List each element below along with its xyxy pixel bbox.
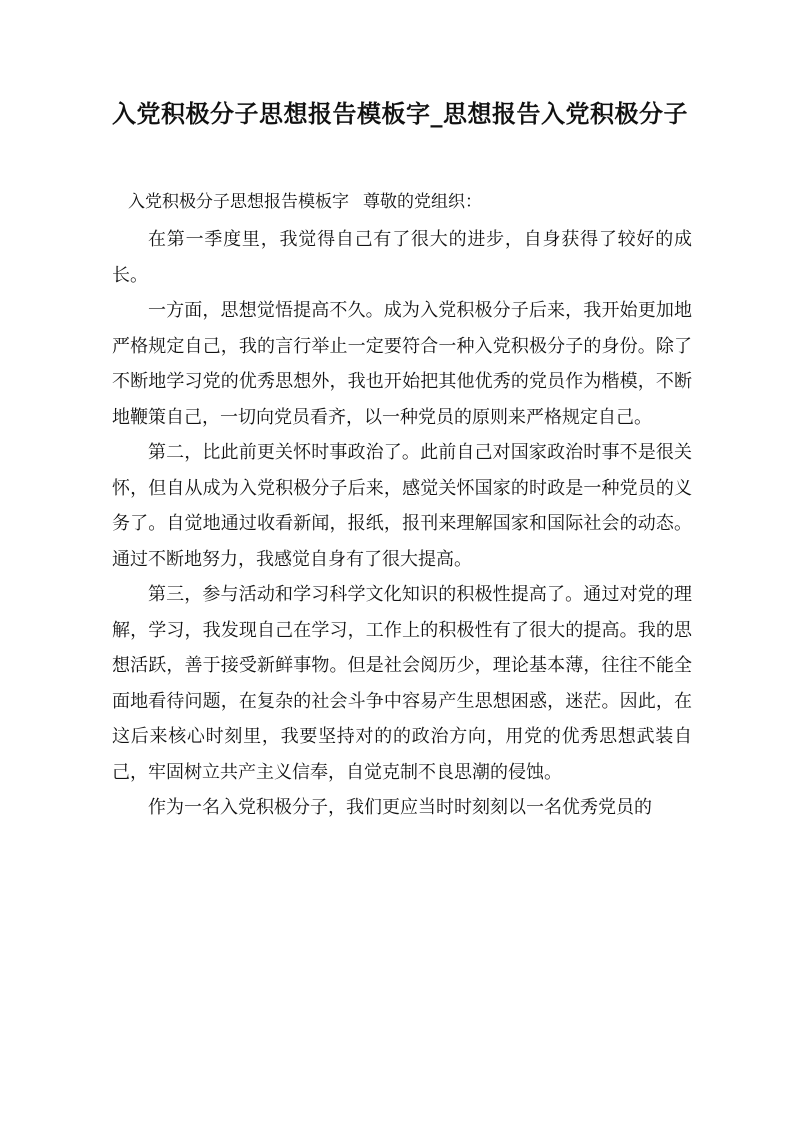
intro-heading: 入党积极分子思想报告模板字 xyxy=(128,192,349,212)
document-body xyxy=(112,222,692,826)
document-title: 入党积极分子思想报告模板字_思想报告入党积极分子 xyxy=(112,99,688,128)
paragraph-1: 在第一季度里，我觉得自己有了很大的进步，自身获得了较好的成长。 xyxy=(112,229,692,286)
intro-line xyxy=(128,190,482,214)
salutation: 尊敬的党组织： xyxy=(363,192,482,212)
paragraph-5: 作为一名入党积极分子，我们更应当时时刻刻以一名优秀党员的 xyxy=(148,797,652,818)
paragraph-3: 第二，比此前更关怀时事政治了。此前自己对国家政治时事不是很关怀，但自从成为入党积极分子后来，感觉关怀国家的时政是一种党员的义务了。自觉地通过收看新闻，报纸，报刊来理解国家和国际社会的动态。通过不断地努力，我感觉自身有了很大提高。 xyxy=(112,442,692,570)
paragraph-4: 第三，参与活动和学习科学文化知识的积极性提高了。通过对党的理解，学习，我发现自己在学习，工作上的积极性有了很大的提高。我的思想活跃，善于接受新鲜事物。但是社会阅历少，理论基本薄，往往不能全面地看待问题，在复杂的社会斗争中容易产生思想困惑，迷茫。因此，在这后来核心时刻里，我要坚持对的的政治方向，用党的优秀思想武装自己，牢固树立共产主义信奉，自觉克制不良思潮的侵蚀。 xyxy=(112,584,692,783)
paragraph-2: 一方面，思想觉悟提高不久。成为入党积极分子后来，我开始更加地严格规定自己，我的言行举止一定要符合一种入党积极分子的身份。除了不断地学习党的优秀思想外，我也开始把其他优秀的党员作为楷模，不断地鞭策自己，一切向党员看齐，以一种党员的原则来严格规定自己。 xyxy=(112,300,692,428)
